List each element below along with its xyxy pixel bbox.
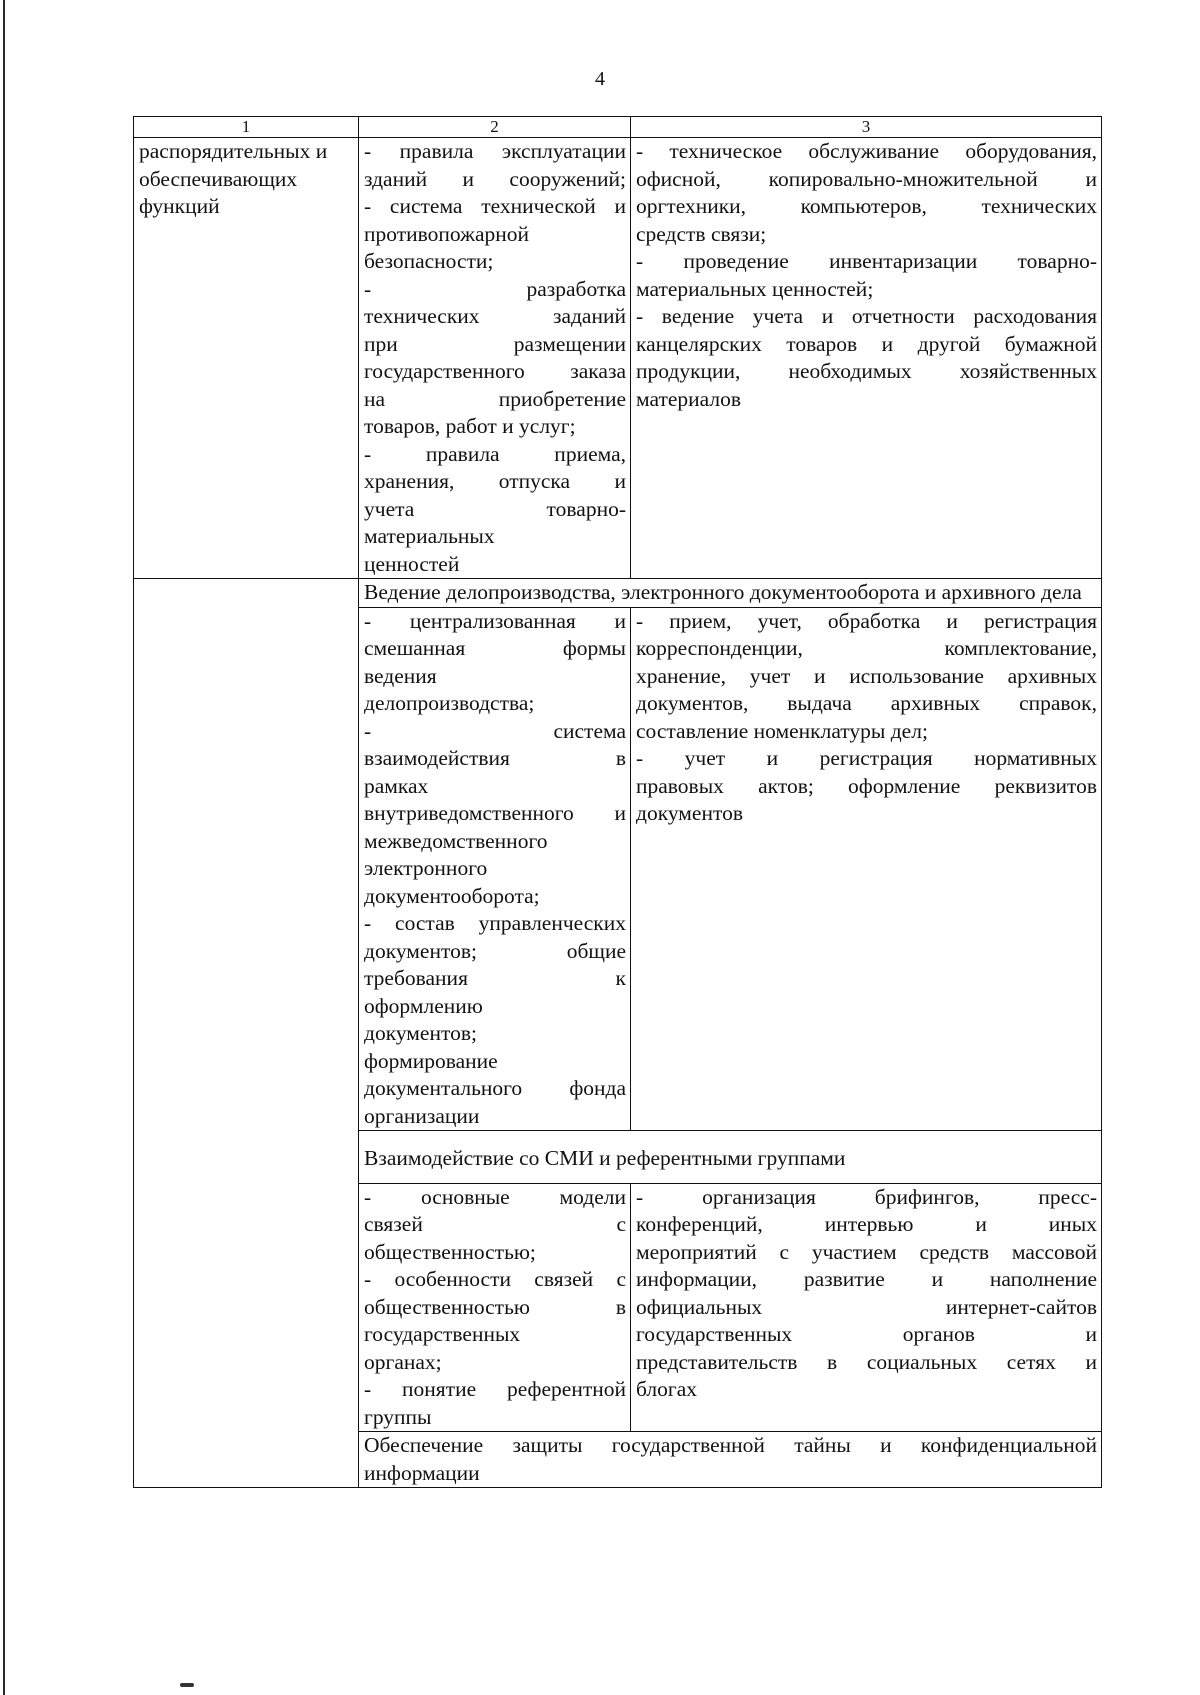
- cell-text-line: документооборота;: [364, 883, 540, 908]
- cell-text-line: взаимодействия в: [364, 746, 626, 770]
- cell-text-line: материальных ценностей;: [636, 276, 874, 301]
- cell-text-line: рамках: [364, 773, 429, 798]
- cell-text-line: товаров, работ и услуг;: [364, 414, 576, 438]
- section-title-secrecy: Обеспечение защиты государственной тайны и конфиденциальной информации: [359, 1432, 1102, 1488]
- cell-text-line: функций: [139, 194, 220, 218]
- cell-text-line: - ведение учета и отчетности расходования: [636, 304, 1097, 328]
- cell-text-line: - правила приема,: [364, 441, 626, 466]
- cell-text-line: - система: [364, 718, 626, 743]
- cell-text-line: конференций, интервью и иных: [636, 1212, 1097, 1236]
- header-col-1: 1: [134, 117, 359, 138]
- cell-text-line: государственных органов и: [636, 1322, 1097, 1346]
- cell-text-line: формирование: [364, 1048, 498, 1073]
- cell-text-line: мероприятий с участием средств массовой: [636, 1239, 1097, 1264]
- records-col3: [631, 607, 1102, 1131]
- cell-text-line: - понятие референтной: [364, 1377, 626, 1401]
- records-col2: [359, 607, 631, 1131]
- cell-text-line: - учет и регистрация нормативных: [636, 746, 1097, 770]
- cell-text-line: документов; общие: [364, 938, 626, 963]
- cell-text-line: при размещении: [364, 331, 626, 356]
- cell-text-line: средств связи;: [636, 221, 767, 246]
- cell-text-line: документов;: [364, 1021, 477, 1045]
- cell-text-line: государственных: [364, 1322, 521, 1346]
- row1-col3: [631, 138, 1102, 579]
- cell-text-line: хранение, учет и использование архивных: [636, 663, 1097, 688]
- cell-text-line: представительств в социальных сетях и: [636, 1349, 1097, 1374]
- cell-text-line: - основные модели: [364, 1184, 626, 1209]
- cell-text-line: правовых актов; оформление реквизитов: [636, 773, 1097, 798]
- cell-text-line: - правила эксплуатации: [364, 139, 626, 163]
- cell-text-line: офисной, копировально-множительной и: [636, 166, 1097, 191]
- cell-text-line: - разработка: [364, 276, 626, 301]
- cell-text-line: учета товарно-: [364, 496, 626, 521]
- header-col-2: 2: [359, 117, 631, 138]
- cell-text-line: материалов: [636, 386, 742, 411]
- page-number: 4: [595, 68, 605, 90]
- cell-text-line: продукции, необходимых хозяйственных: [636, 359, 1097, 383]
- cell-text-line: распорядительных и: [139, 139, 328, 163]
- scan-border-line: [3, 0, 5, 1695]
- cell-text-line: безопасности;: [364, 249, 494, 273]
- section-title-records: Ведение делопроизводства, электронного документооборота и архивного дела: [359, 579, 1102, 608]
- cell-text-line: канцелярских товаров и другой бумажной: [636, 331, 1097, 356]
- cell-text-line: - система технической и: [364, 194, 626, 218]
- cell-text-line: составление номенклатуры дел;: [636, 718, 928, 743]
- cell-text-line: смешанная формы: [364, 636, 626, 660]
- cell-text-line: ведения: [364, 663, 437, 688]
- cell-text-line: - проведение инвентаризации товарно-: [636, 249, 1097, 273]
- cell-text-line: технических заданий: [364, 304, 626, 328]
- cell-text-line: блогах: [636, 1377, 697, 1401]
- cell-text-line: - организация брифингов, пресс-: [636, 1184, 1097, 1209]
- cell-text-line: связей с: [364, 1212, 626, 1236]
- cell-text-line: организации: [364, 1103, 480, 1128]
- cell-text-line: хранения, отпуска и: [364, 469, 626, 493]
- empty-left-cell: [134, 579, 359, 1488]
- cell-text-line: на приобретение: [364, 386, 626, 411]
- cell-text-line: внутриведомственного и: [364, 801, 626, 825]
- cell-text-line: - централизованная и: [364, 608, 626, 633]
- cell-text-line: требования к: [364, 966, 626, 990]
- header-col-3: 3: [631, 117, 1102, 138]
- cell-text-line: - техническое обслуживание оборудования,: [636, 139, 1097, 163]
- cell-text-line: - прием, учет, обработка и регистрация: [636, 608, 1097, 633]
- cell-text-line: зданий и сооружений;: [364, 166, 626, 191]
- table-row-support-functions: [134, 138, 1102, 579]
- cell-text-line: документов: [636, 801, 743, 825]
- qualification-table: [133, 116, 1102, 1488]
- row1-col2: [359, 138, 631, 579]
- cell-text-line: документов, выдача архивных справок,: [636, 691, 1097, 715]
- table-header-row: [134, 117, 1102, 138]
- cell-text-line: оргтехники, компьютеров, технических: [636, 194, 1097, 218]
- media-col3: [631, 1183, 1102, 1432]
- cell-text-line: противопожарной: [364, 221, 530, 246]
- cell-text-line: ценностей: [364, 551, 460, 576]
- cell-text-line: делопроизводства;: [364, 691, 535, 715]
- cell-text-line: общественностью;: [364, 1239, 536, 1264]
- cell-text-line: электронного: [364, 856, 488, 880]
- cell-text-line: общественностью в: [364, 1294, 626, 1319]
- cell-text-line: - состав управленческих: [364, 911, 626, 935]
- cell-text-line: государственного заказа: [364, 359, 626, 383]
- row1-col1: [134, 138, 359, 579]
- scan-artifact-mark: [180, 1683, 194, 1687]
- media-col2: [359, 1183, 631, 1432]
- section-title-media: Взаимодействие со СМИ и референтными группами: [359, 1131, 1102, 1184]
- cell-text-line: документального фонда: [364, 1076, 626, 1100]
- cell-text-line: межведомственного: [364, 828, 548, 853]
- cell-text-line: корреспонденции, комплектование,: [636, 636, 1097, 660]
- cell-text-line: обеспечивающих: [139, 166, 298, 191]
- cell-text-line: органах;: [364, 1349, 442, 1374]
- table-row-records-title: [134, 579, 1102, 608]
- cell-text-line: официальных интернет-сайтов: [636, 1294, 1097, 1319]
- cell-text-line: - особенности связей с: [364, 1267, 626, 1291]
- cell-text-line: информации, развитие и наполнение: [636, 1267, 1097, 1291]
- cell-text-line: материальных: [364, 524, 495, 548]
- cell-text-line: оформлению: [364, 993, 483, 1018]
- cell-text-line: группы: [364, 1404, 432, 1429]
